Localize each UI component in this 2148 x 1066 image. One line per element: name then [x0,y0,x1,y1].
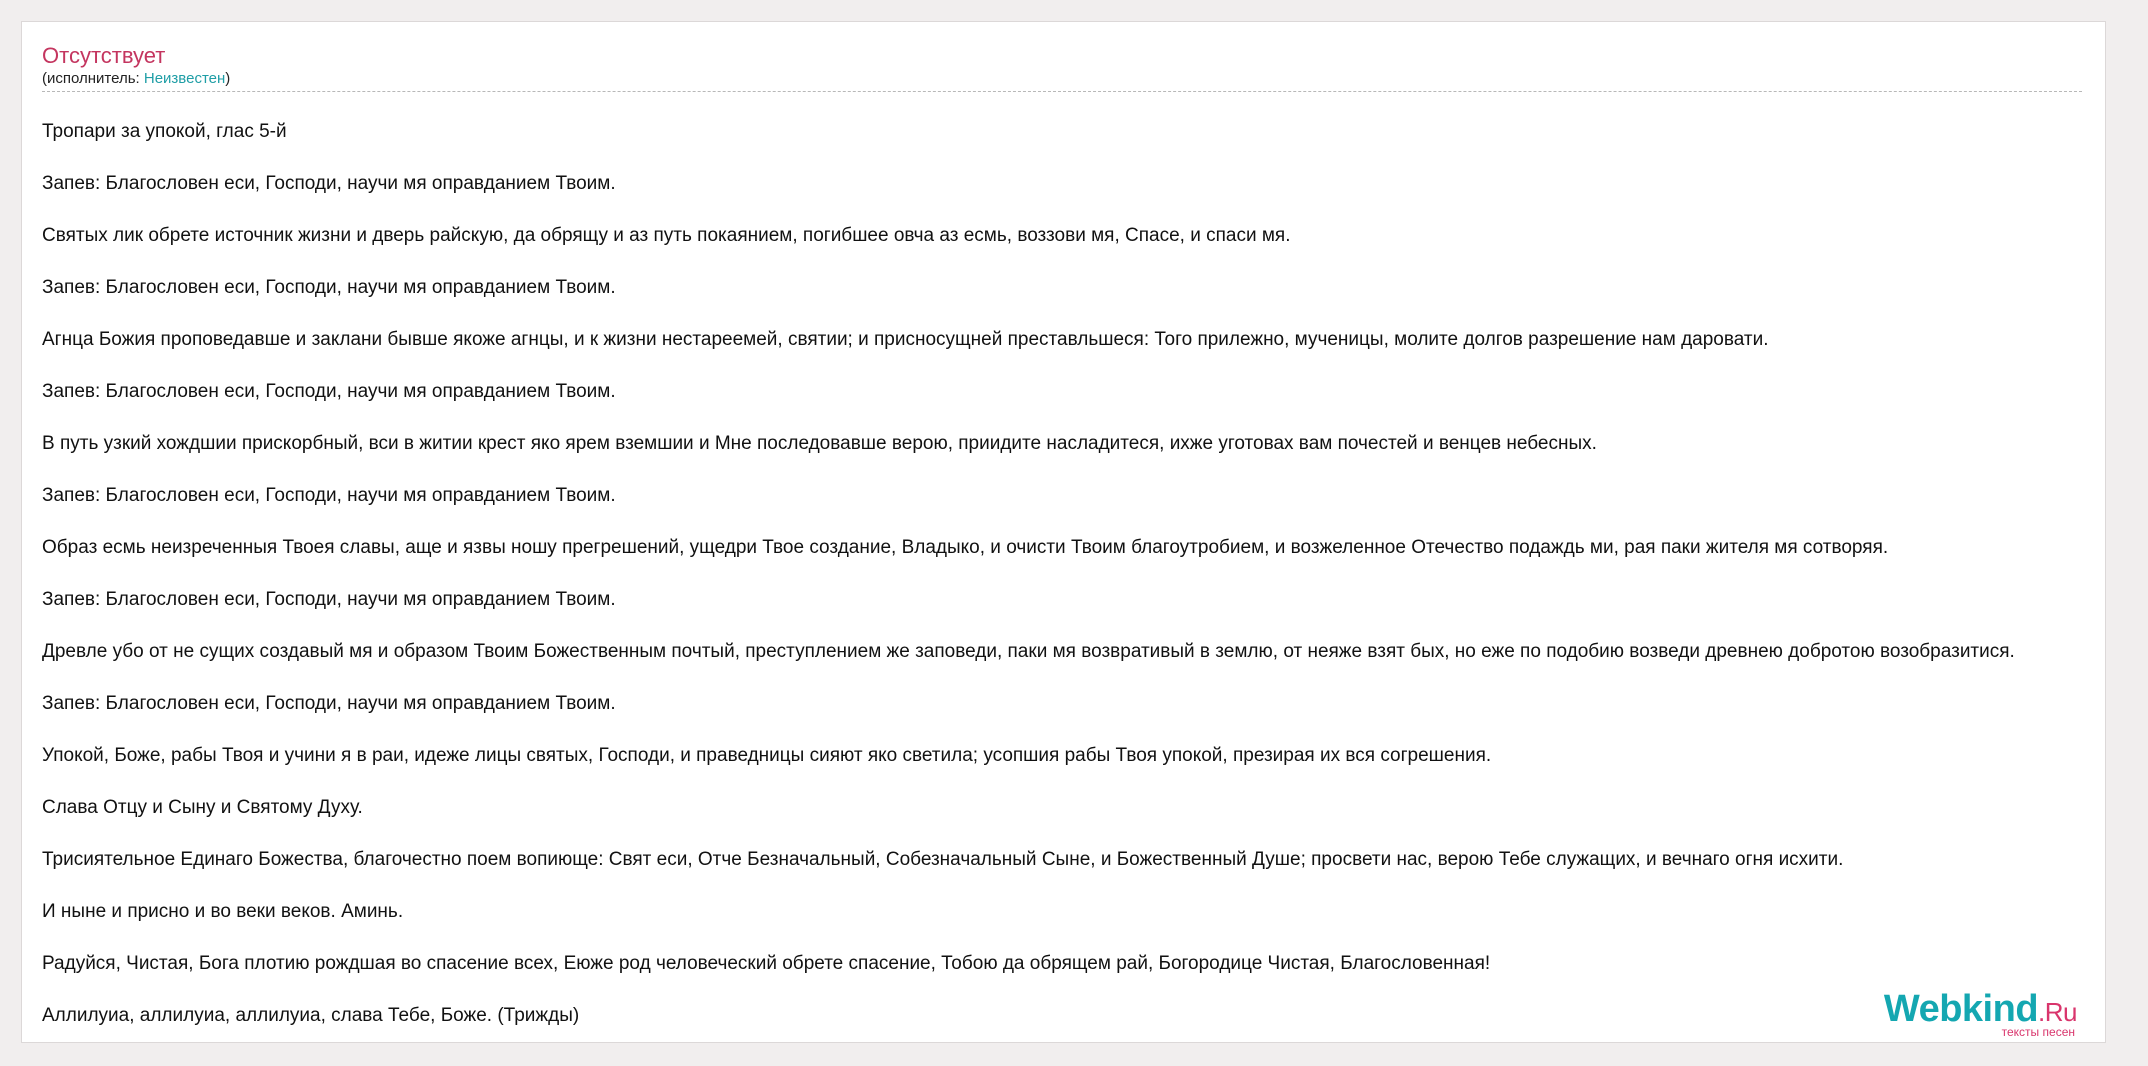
lyrics-line: В путь узкий хождшии прискорбный, вси в житии крест яко ярем вземшии и Мне последовавше верою, приидите насладитеся, ихже уготовах вам почестей и венцев небесных. [42,433,1597,454]
lyrics-line: Запев: Благословен еси, Господи, научи мя оправданием Твоим. [42,589,616,610]
lyrics-line: Агнца Божия проповедавше и заклани бывше якоже агнцы, и к жизни нестареемей, святии; и присносущней преставльшеся: Того прилежно, мученицы, молите долгов разрешение нам даровати. [42,329,1769,350]
song-header [42,42,2082,92]
lyrics-line: Запев: Благословен еси, Господи, научи мя оправданием Твоим. [42,173,616,194]
lyrics-line: И ныне и присно и во веки веков. Аминь. [42,901,404,922]
performer-link[interactable]: Неизвестен [143,70,226,87]
lyrics-line: Радуйся, Чистая, Бога плотию рождшая во спасение всех, Еюже род человеческий обрете спасение, Тобою да обрящем рай, Богородице Чистая, Благословенная! [42,953,1491,974]
lyrics-line: Запев: Благословен еси, Господи, научи мя оправданием Твоим. [42,381,616,402]
lyrics-line: Запев: Благословен еси, Господи, научи мя оправданием Твоим. [42,485,616,506]
song-title: Отсутствует [42,43,166,68]
lyrics-card [21,21,2106,1043]
lyrics-line: Святых лик обрете источник жизни и дверь райскую, да обрящу и аз путь покаянием, погибшее овча аз есмь, воззови мя, Спасе, и спаси мя. [42,225,1291,246]
lyrics-line: Слава Отцу и Сыну и Святому Духу. [42,797,363,818]
logo-tagline: тексты песен [2001,1025,2075,1039]
logo-domain: .Ru [2038,997,2077,1027]
performer-line [42,70,2082,88]
logo-name: Webkind [1883,988,2039,1030]
lyrics-line: Запев: Благословен еси, Господи, научи мя оправданием Твоим. [42,277,616,298]
lyrics-line: Аллилуиа, аллилуиа, аллилуиа, слава Тебе, Боже. (Трижды) [42,1005,580,1026]
performer-suffix: ) [225,70,231,87]
lyrics-line: Тропари за упокой, глас 5-й [42,121,287,142]
lyrics-line: Трисиятельное Единаго Божества, благочестно поем вопиюще: Свят еси, Отче Безначальный, Собезначальный Сыне, и Божественный Душе; просвети нас, верою Тебе служащих, и вечнаго огня исхити. [42,849,1844,870]
lyrics-text [42,106,2106,1042]
lyrics-line: Запев: Благословен еси, Господи, научи мя оправданием Твоим. [42,693,616,714]
lyrics-line: Древле убо от не сущих создавый мя и образом Твоим Божественным почтый, преступлением же заповеди, паки мя возвративый в землю, от неяже взят бых, но еже по подобию возведи древнею добротою возобразитися. [42,641,2015,662]
lyrics-line: Упокой, Боже, рабы Твоя и учини я в раи, идеже лицы святых, Господи, и праведницы сияют яко светила; усопшия рабы Твоя упокой, презирая их вся согрешения. [42,745,1492,766]
lyrics-line: Образ есмь неизреченныя Твоея славы, аще и язвы ношу прегрешений, ущедри Твое создание, Владыко, и очисти Твоим благоутробием, и возжеленное Отечество подаждь ми, рая паки жителя мя сотворяя. [42,537,1889,558]
performer-prefix: (исполнитель: [42,70,144,87]
site-logo[interactable] [1884,989,2077,1038]
